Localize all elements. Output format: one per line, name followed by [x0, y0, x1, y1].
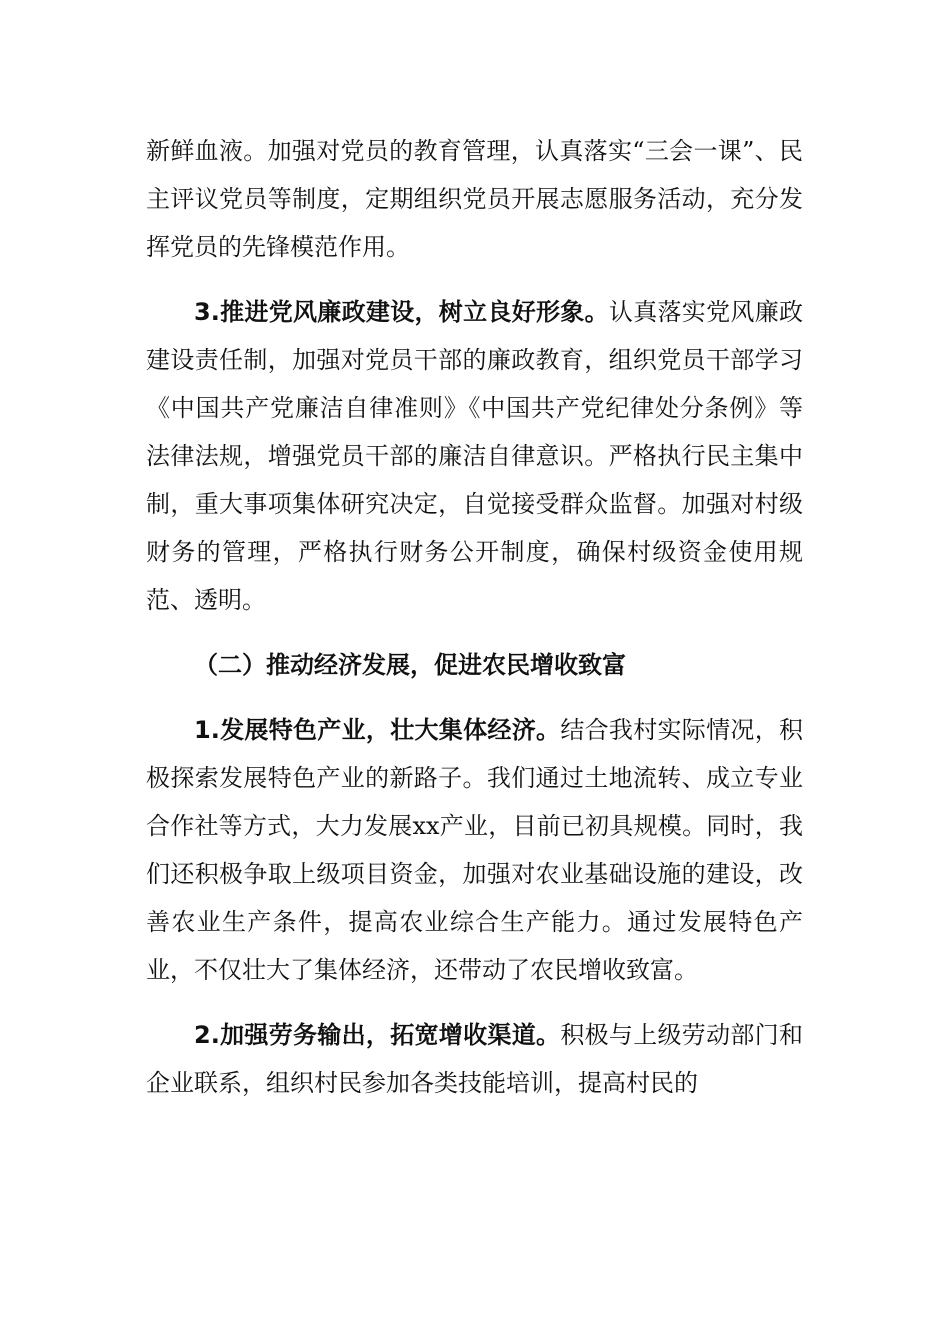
- paragraph-continuation: [146, 127, 803, 271]
- paragraph-lead: 2.加强劳务输出，拓宽增收渠道。: [194, 1021, 561, 1049]
- paragraph-lead: 3.推进党风廉政建设，树立良好形象。: [194, 298, 609, 326]
- paragraph-text: 积极与上级劳动部门和企业联系，组织村民参加各类技能培训，提高村民的: [146, 1021, 804, 1097]
- section-heading: （二）推动经济发展，促进农民增收致富: [194, 651, 626, 679]
- paragraph-text: 结合我村实际情况，积极探索发展特色产业的新路子。我们通过土地流转、成立专业合作社等方式，大力发展xx产业，目前已初具规模。同时，我们还积极争取上级项目资金，加强对农业基础设施的建设，改善农业生产条件，提高农业综合生产能力。通过发展特色产业，不仅壮大了集体经济，还带动了农民增收致富。: [146, 716, 804, 984]
- document-body: [146, 127, 803, 1107]
- paragraph-integrity-building: [146, 288, 803, 624]
- paragraph-lead: 1.发展特色产业，壮大集体经济。: [194, 716, 561, 744]
- paragraph-text: 新鲜血液。加强对党员的教育管理，认真落实“三会一课”、民主评议党员等制度，定期组织党员开展志愿服务活动，充分发挥党员的先锋模范作用。: [146, 137, 803, 261]
- paragraph-text: 认真落实党风廉政建设责任制，加强对党员干部的廉政教育，组织党员干部学习《中国共产党廉洁自律准则》《中国共产党纪律处分条例》等法律法规，增强党员干部的廉洁自律意识。严格执行民主集中制，重大事项集体研究决定，自觉接受群众监督。加强对村级财务的管理，严格执行财务公开制度，确保村级资金使用规范、透明。: [146, 298, 803, 614]
- paragraph-labor-export: [146, 1011, 803, 1107]
- paragraph-special-industry: [146, 706, 803, 994]
